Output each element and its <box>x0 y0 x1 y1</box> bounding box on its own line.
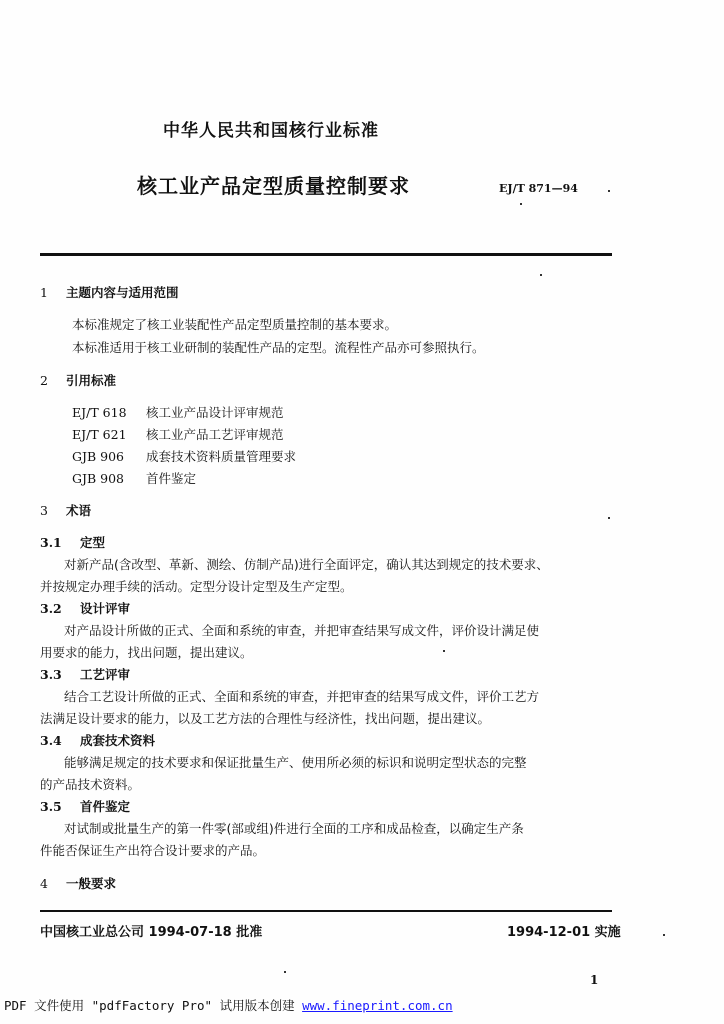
term-3-1-heading: 3.1 定型 <box>40 535 106 550</box>
reference-item: GJB 908 首件鉴定 <box>72 471 197 486</box>
reference-item: EJ/T 621 核工业产品工艺评审规范 <box>72 427 284 442</box>
term-3-2-heading: 3.2 设计评审 <box>40 601 131 616</box>
section-3-heading: 3 术语 <box>40 503 92 518</box>
term-3-3-text-line-2: 法满足设计要求的能力，以及工艺方法的合理性与经济性，找出问题，提出建议。 <box>40 711 491 726</box>
term-3-3-text-line-1: 结合工艺设计所做的正式、全面和系统的审查，并把审查的结果写成文件，评价工艺方 <box>64 689 540 704</box>
fineprint-link[interactable]: www.fineprint.com.cn <box>302 998 453 1013</box>
reference-item: GJB 906 成套技术资料质量管理要求 <box>72 449 297 464</box>
scan-speck <box>608 517 610 519</box>
term-3-4-text-line-1: 能够满足规定的技术要求和保证批量生产、使用所必须的标识和说明定型状态的完整 <box>64 755 527 770</box>
scan-speck <box>663 934 665 936</box>
issuing-body-heading: 中华人民共和国核行业标准 <box>163 121 379 141</box>
section-1-heading: 1 主题内容与适用范围 <box>40 285 179 300</box>
implementation-date: 1994-12-01 实施 <box>507 925 621 940</box>
standard-code: EJ/T 871—94 <box>499 182 578 195</box>
scan-speck <box>520 203 522 205</box>
term-3-1-text-line-2: 并按规定办理手续的活动。定型分设计定型及生产定型。 <box>40 579 353 594</box>
section-1-paragraph-2: 本标准适用于核工业研制的装配性产品的定型。流程性产品亦可参照执行。 <box>72 340 485 355</box>
approval-line: 中国核工业总公司 1994-07-18 批准 <box>40 925 263 940</box>
term-3-5-text-line-2: 件能否保证生产出符合设计要求的产品。 <box>40 843 266 858</box>
scan-speck <box>608 190 610 192</box>
term-3-4-text-line-2: 的产品技术资料。 <box>40 777 141 792</box>
header-divider <box>40 253 612 256</box>
scan-speck <box>540 274 542 276</box>
pdf-factory-watermark: PDF 文件使用 "pdfFactory Pro" 试用版本创建 www.fineprint.com.cn <box>4 998 453 1013</box>
section-1-paragraph-1: 本标准规定了核工业装配性产品定型质量控制的基本要求。 <box>72 317 398 332</box>
page-number: 1 <box>590 973 599 987</box>
term-3-2-text-line-2: 用要求的能力，找出问题，提出建议。 <box>40 645 253 660</box>
scan-speck <box>284 971 286 973</box>
reference-item: EJ/T 618 核工业产品设计评审规范 <box>72 405 284 420</box>
term-3-5-text-line-1: 对试制或批量生产的第一件零(部或组)件进行全面的工序和成品检查，以确定生产条 <box>64 821 524 836</box>
term-3-5-heading: 3.5 首件鉴定 <box>40 799 131 814</box>
scan-speck <box>443 650 445 652</box>
term-3-2-text-line-1: 对产品设计所做的正式、全面和系统的审查，并把审查结果写成文件，评价设计满足使 <box>64 623 540 638</box>
term-3-4-heading: 3.4 成套技术资料 <box>40 733 156 748</box>
document-title: 核工业产品定型质量控制要求 <box>137 174 410 198</box>
section-4-heading: 4 一般要求 <box>40 876 117 891</box>
term-3-3-heading: 3.3 工艺评审 <box>40 667 131 682</box>
term-3-1-text-line-1: 对新产品(含改型、革新、测绘、仿制产品)进行全面评定，确认其达到规定的技术要求、 <box>64 557 549 572</box>
footer-divider <box>40 910 612 912</box>
section-2-heading: 2 引用标准 <box>40 373 117 388</box>
